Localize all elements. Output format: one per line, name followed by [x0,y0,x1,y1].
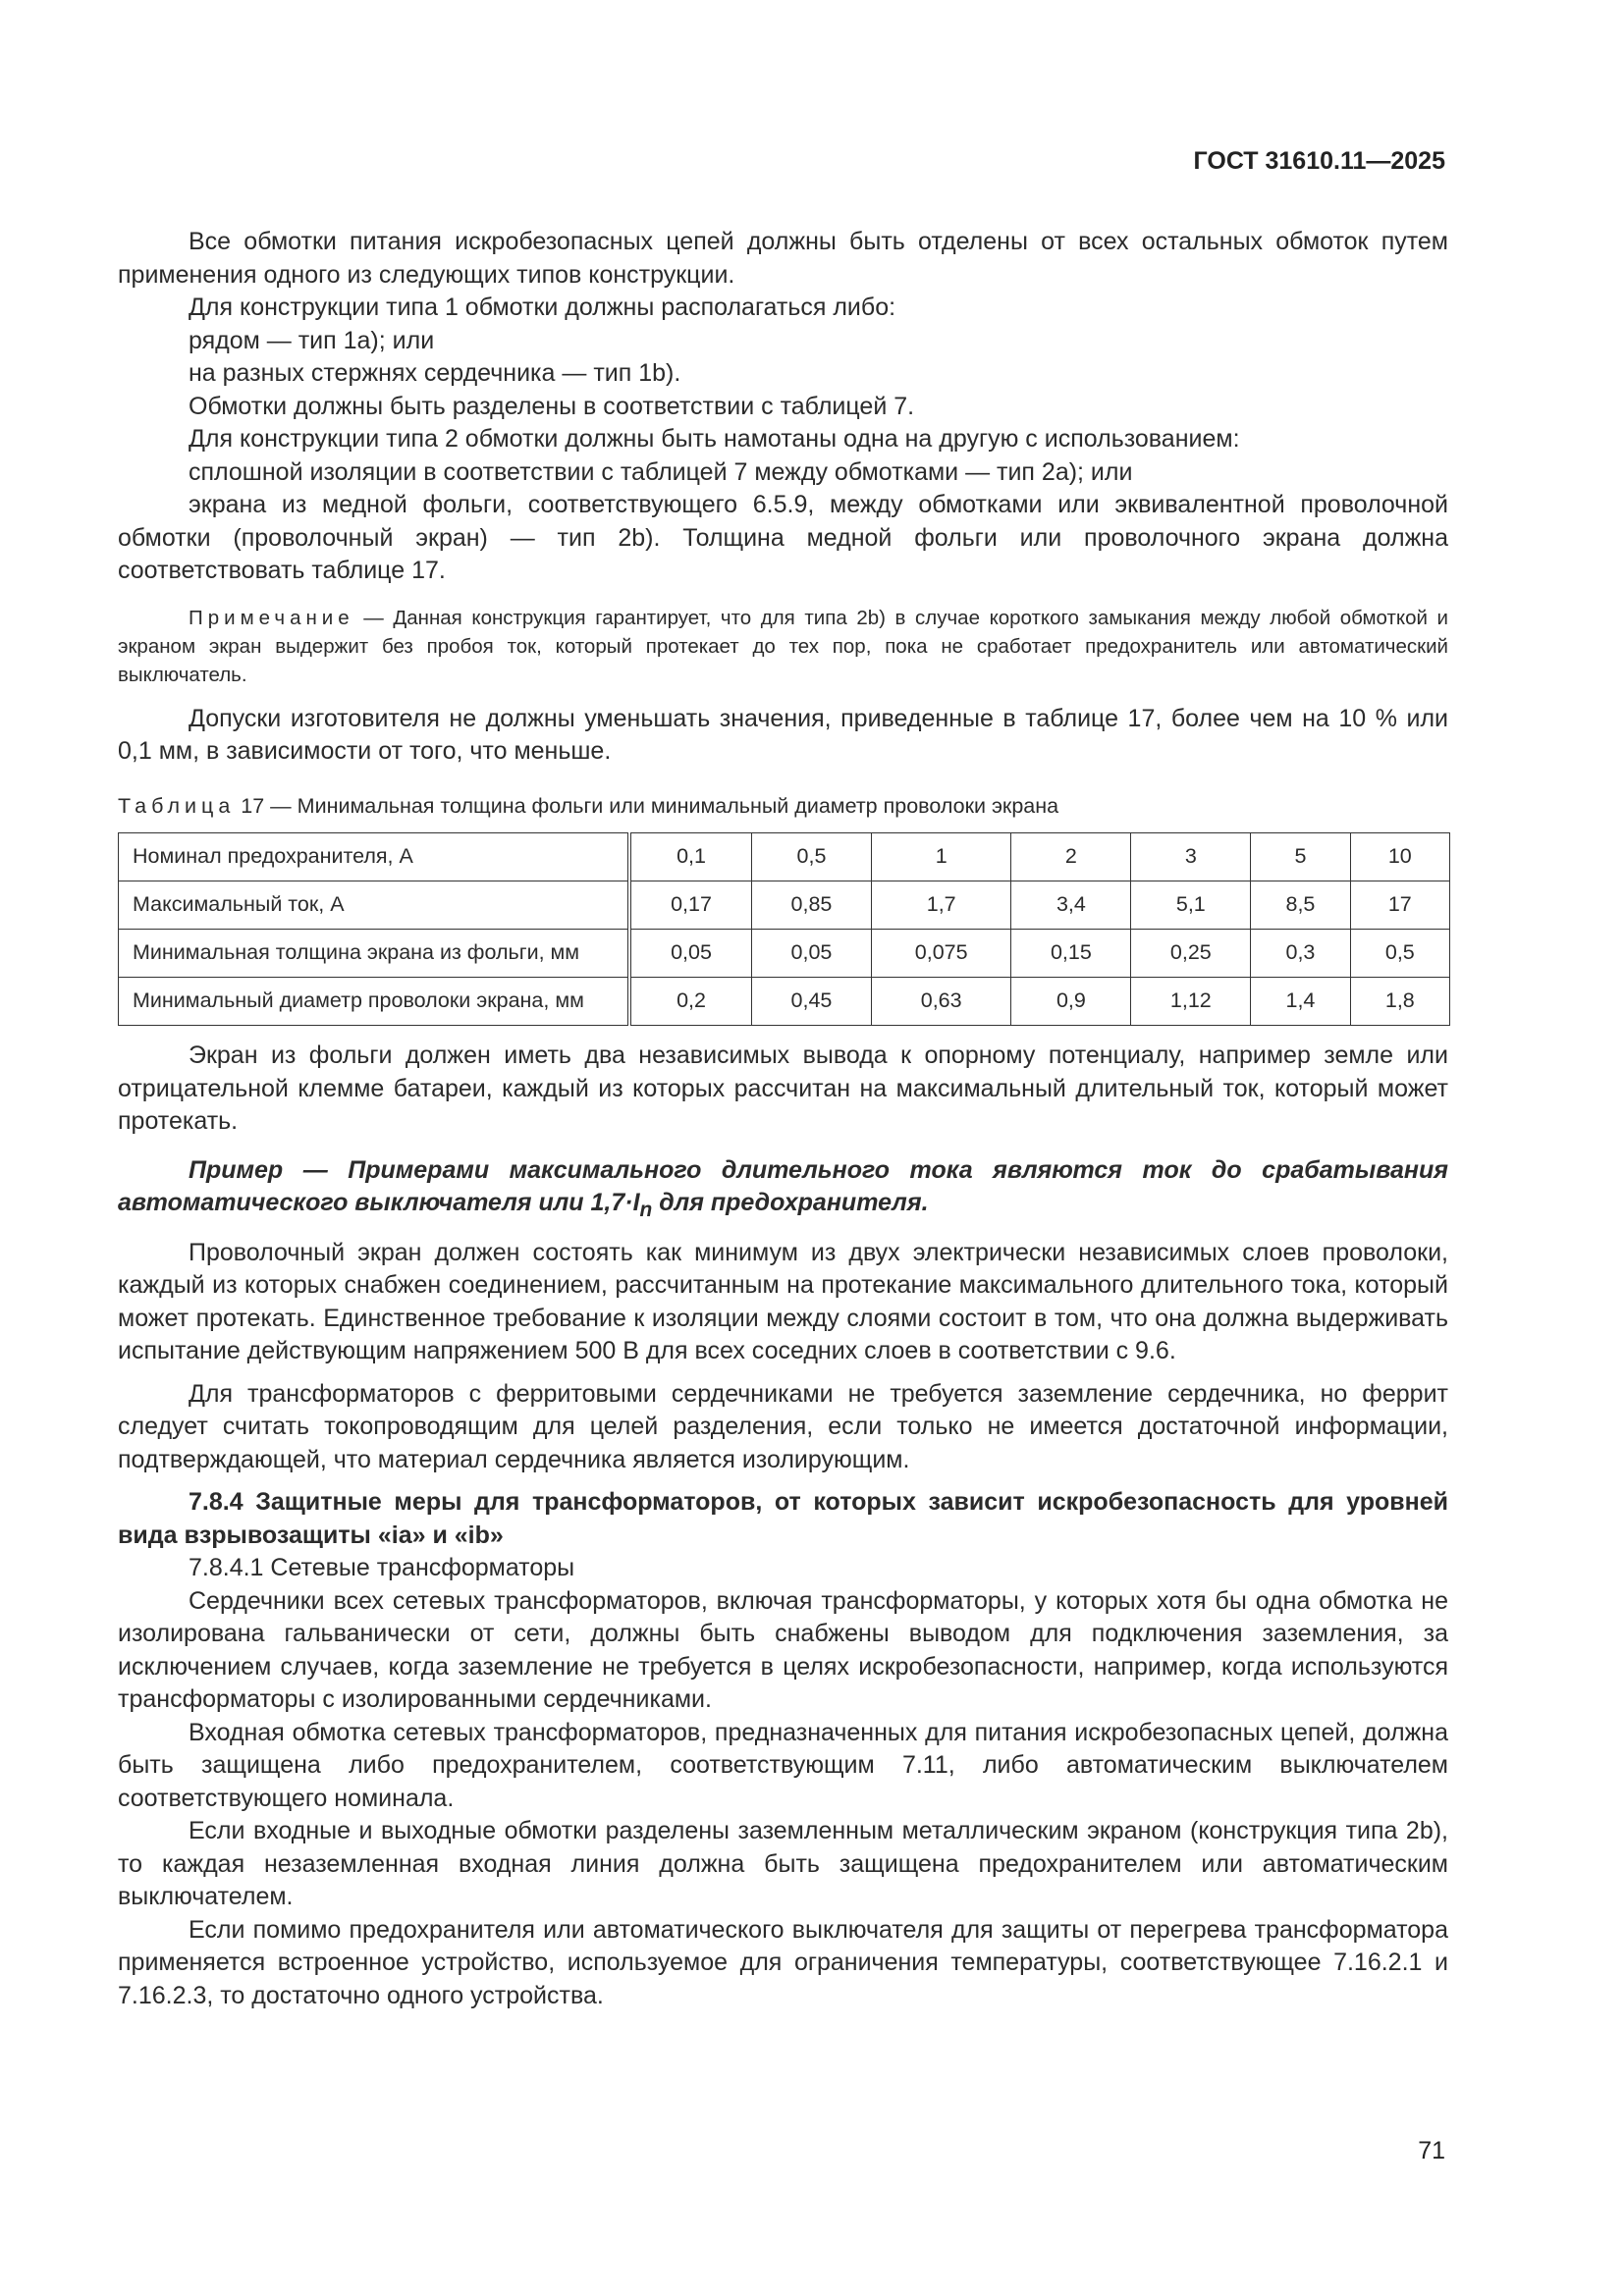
intro-line: сплошной изоляции в соответствии с таблицей 7 между обмотками — тип 2а); или [189,457,1133,486]
intro-line: рядом — тип 1а); или [189,326,435,354]
table-cell: 0,3 [1251,930,1350,978]
note-label: Примечание [189,606,354,629]
table-cell: 0,1 [629,833,752,881]
section-paragraph: Если входные и выходные обмотки разделены заземленным металлическим экраном (конструкция типа 2b), то каждая незаземленная входная линия должна быть защищена предохранителем или автоматическим выключателем. [118,1817,1448,1910]
table-cell: 0,5 [1350,930,1449,978]
example-text: Пример — Примерами максимального длительного тока являются ток до срабатывания автоматического выключателя или 1,7· [118,1155,1448,1216]
table-cell: 0,17 [629,881,752,930]
ferrite-paragraph: Для трансформаторов с ферритовыми сердечниками не требуется заземление сердечника, но феррит следует считать токопроводящим для целей разделения, если только не имеется достаточной информации, подтверждающей, что материал сердечника является изолирующим. [118,1379,1448,1473]
note-text: — Данная конструкция гарантирует, что для типа 2b) в случае короткого замыкания между любой обмоткой и экраном экран выдержит без пробоя ток, который протекает до тех пор, пока не сработает предохранитель или автоматический выключатель. [118,606,1448,686]
table-cell: 0,05 [752,930,872,978]
example-paragraph [118,1154,1448,1227]
table-cell: 0,25 [1131,930,1251,978]
table-cell: 1,8 [1350,978,1449,1026]
table-cell: 8,5 [1251,881,1350,930]
intro-line: Для конструкции типа 2 обмотки должны быть намотаны одна на другую с использованием: [189,425,1240,453]
table-cell: 1,7 [871,881,1011,930]
table-cell: 17 [1350,881,1449,930]
intro-line: на разных стержнях сердечника — тип 1b). [189,359,681,387]
note-paragraph [118,604,1448,689]
table-cell: 1,12 [1131,978,1251,1026]
section-paragraph: Если помимо предохранителя или автоматического выключателя для защиты от перегрева трансформатора применяется встроенное устройство, используемое для ограничения температуры, соответствующее 7.16.2.1 и 7.16.2.3, то достаточно одного устройства. [118,1915,1448,2009]
table-row [119,930,1450,978]
table-cell: 0,45 [752,978,872,1026]
table-cell: 0,5 [752,833,872,881]
table-cell: 3 [1131,833,1251,881]
table-row [119,978,1450,1026]
table-cell: 1,4 [1251,978,1350,1026]
section-heading: 7.8.4 Защитные меры для трансформаторов, от которых зависит искробезопасность для уровней вида взрывозащиты «ia» и «ib» [118,1488,1448,1549]
current-subscript: n [639,1199,653,1221]
table-cell: 5 [1251,833,1350,881]
current-symbol: I [632,1189,640,1216]
page-body [118,226,1448,2012]
table-row-label: Минимальный диаметр проволоки экрана, мм [119,978,630,1026]
section-paragraph: Входная обмотка сетевых трансформаторов, предназначенных для питания искробезопасных цепей, должна быть защищена либо предохранителем, соответствующим 7.11, либо автоматическим выключателем соответствующего номинала. [118,1718,1448,1812]
table-row-label: Минимальная толщина экрана из фольги, мм [119,930,630,978]
page-number: 71 [1418,2137,1445,2164]
intro-paragraph: Все обмотки питания искробезопасных цепей должны быть отделены от всех остальных обмоток путем применения одного из следующих типов конструкции. [118,228,1448,289]
table-caption-text: 17 — Минимальная толщина фольги или минимальный диаметр проволоки экрана [241,793,1059,818]
intro-paragraph: экрана из медной фольги, соответствующего 6.5.9, между обмотками или эквивалентной проволочной обмотки (проволочный экран) — тип 2b). Толщина медной фольги или проволочного экрана должна соответствовать таблице 17. [118,491,1448,584]
wire-screen-paragraph: Проволочный экран должен состоять как минимум из двух электрически независимых слоев проволоки, каждый из которых снабжен соединением, рассчитанным на протекание максимального длительного тока, который может протекать. Единственное требование к изоляции между слоями состоит в том, что она должна выдерживать испытание действующим напряжением 500 В для всех соседних слоев в соответствии с 9.6. [118,1238,1448,1364]
example-text-end: для предохранителя. [652,1189,929,1216]
table-cell: 2 [1011,833,1131,881]
subsection-heading: 7.8.4.1 Сетевые трансформаторы [189,1554,575,1581]
table-row-label: Максимальный ток, А [119,881,630,930]
table-cell: 1 [871,833,1011,881]
section-paragraph: Сердечники всех сетевых трансформаторов, включая трансформаторы, у которых хотя бы одна обмотка не изолирована гальванически от сети, должны быть снабжены выводом для подключения заземления, за исключением случаев, когда заземление не требуется в целях искробезопасности, например, когда используются трансформаторы с изолированными сердечниками. [118,1586,1448,1713]
table-cell: 0,85 [752,881,872,930]
table-row [119,833,1450,881]
table-row-label: Номинал предохранителя, А [119,833,630,881]
table-cell: 5,1 [1131,881,1251,930]
table-caption-label: Таблица [118,793,236,818]
document-id-header: ГОСТ 31610.11—2025 [1193,147,1445,175]
foil-screen-paragraph: Экран из фольги должен иметь два независимых вывода к опорному потенциалу, например земле или отрицательной клемме батареи, каждый из которых рассчитан на максимальный длительный ток, который может протекать. [118,1041,1448,1135]
table-cell: 3,4 [1011,881,1131,930]
table-caption [118,790,1448,824]
table-cell: 0,2 [629,978,752,1026]
fuse-screen-table [118,832,1450,1026]
table-cell: 0,9 [1011,978,1131,1026]
intro-line: Для конструкции типа 1 обмотки должны располагаться либо: [189,294,896,321]
table-row [119,881,1450,930]
table-cell: 0,15 [1011,930,1131,978]
table-cell: 0,05 [629,930,752,978]
intro-line: Обмотки должны быть разделены в соответствии с таблицей 7. [189,392,915,420]
tolerance-paragraph: Допуски изготовителя не должны уменьшать значения, приведенные в таблице 17, более чем на 10 % или 0,1 мм, в зависимости от того, что меньше. [118,704,1448,765]
table-cell: 0,075 [871,930,1011,978]
table-cell: 10 [1350,833,1449,881]
table-cell: 0,63 [871,978,1011,1026]
